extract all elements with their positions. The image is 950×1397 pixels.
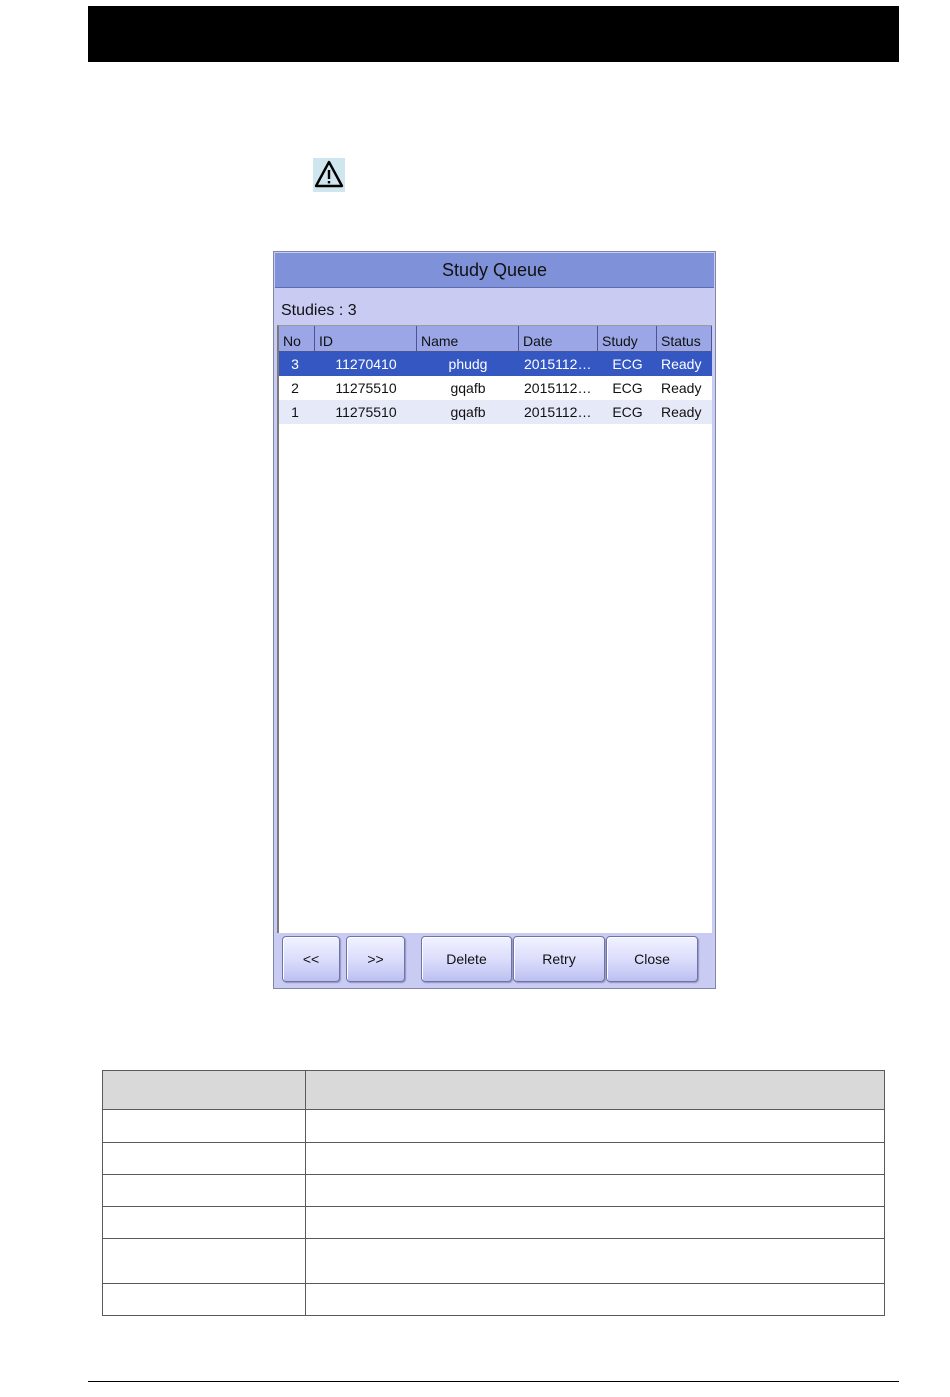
table-header-cell [306, 1071, 885, 1110]
table-row [103, 1239, 885, 1284]
cell-name: gqafb [450, 380, 486, 396]
table-cell [306, 1143, 885, 1175]
retry-button[interactable]: Retry [513, 936, 605, 982]
description-table [102, 1070, 885, 1316]
table-cell [306, 1175, 885, 1207]
study-list[interactable] [277, 325, 712, 933]
study-queue-dialog [273, 251, 716, 989]
column-header-name[interactable]: Name [417, 326, 519, 352]
column-header-no[interactable]: No [279, 326, 315, 352]
table-cell [103, 1175, 306, 1207]
table-header-row [103, 1071, 885, 1110]
table-row [103, 1110, 885, 1143]
table-row[interactable] [279, 376, 712, 400]
cell-no: 2 [291, 380, 299, 396]
cell-date: 2015112… [524, 356, 592, 372]
table-row [103, 1143, 885, 1175]
delete-button[interactable]: Delete [421, 936, 512, 982]
table-row[interactable] [279, 352, 712, 376]
cell-name: gqafb [450, 404, 486, 420]
cell-id: 11275510 [335, 380, 397, 396]
cell-date: 2015112… [524, 380, 592, 396]
table-cell [103, 1143, 306, 1175]
cell-study: ECG [612, 380, 643, 396]
table-row [103, 1207, 885, 1239]
footer-rule [88, 1381, 899, 1382]
table-cell [306, 1284, 885, 1316]
list-header [279, 326, 712, 352]
table-cell [306, 1239, 885, 1284]
column-header-study[interactable]: Study [598, 326, 657, 352]
column-header-status[interactable]: Status [657, 326, 712, 352]
table-cell [103, 1284, 306, 1316]
warning-icon [313, 158, 345, 192]
table-cell [103, 1110, 306, 1143]
cell-study: ECG [612, 356, 643, 372]
cell-status: Ready [661, 380, 702, 396]
table-cell [103, 1239, 306, 1284]
cell-no: 3 [291, 356, 299, 372]
dialog-title: Study Queue [275, 253, 714, 288]
table-row [103, 1175, 885, 1207]
cell-date: 2015112… [524, 404, 592, 420]
table-row[interactable] [279, 400, 712, 424]
studies-count: Studies : 3 [281, 302, 357, 319]
table-header-cell [103, 1071, 306, 1110]
prev-page-button[interactable]: << [282, 936, 340, 982]
cell-name: phudg [448, 356, 488, 372]
cell-id: 11270410 [335, 356, 397, 372]
cell-study: ECG [612, 404, 643, 420]
cell-status: Ready [661, 356, 702, 372]
table-cell [103, 1207, 306, 1239]
cell-no: 1 [291, 404, 299, 420]
cell-id: 11275510 [335, 404, 397, 420]
next-page-button[interactable]: >> [346, 936, 405, 982]
document-header-bar [88, 6, 899, 62]
column-header-id[interactable]: ID [315, 326, 417, 352]
cell-status: Ready [661, 404, 702, 420]
table-cell [306, 1207, 885, 1239]
column-header-date[interactable]: Date [519, 326, 598, 352]
close-button[interactable]: Close [606, 936, 698, 982]
table-cell [306, 1110, 885, 1143]
table-row [103, 1284, 885, 1316]
